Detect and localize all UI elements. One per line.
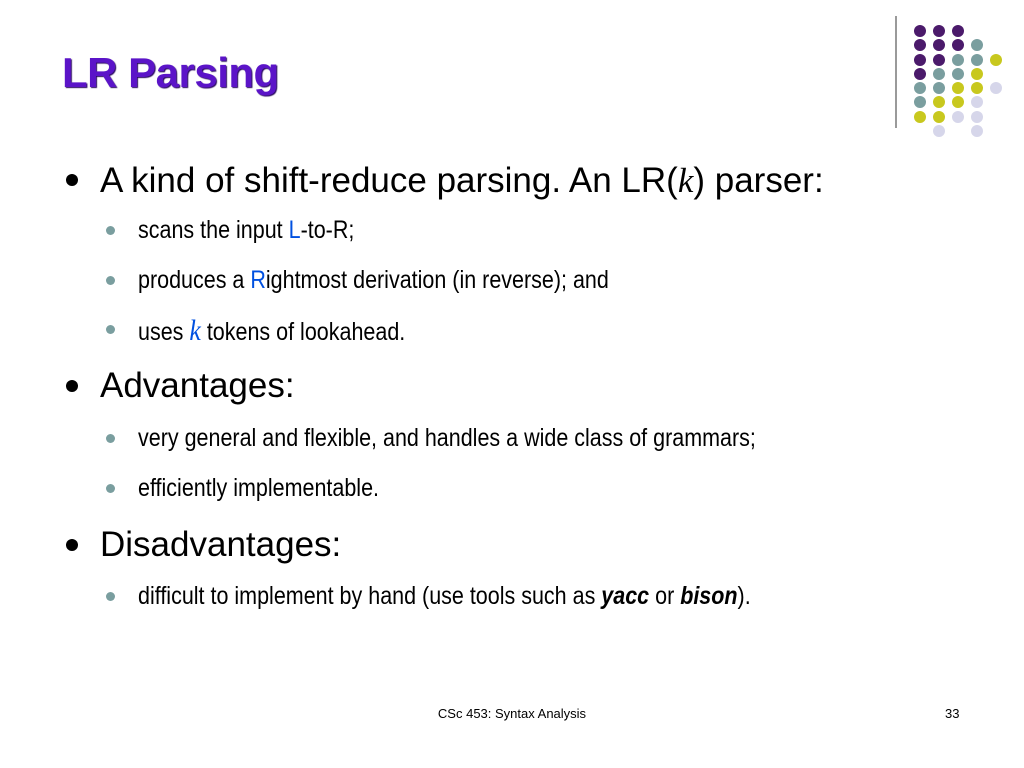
sub-bullet-dot bbox=[106, 434, 115, 443]
bullet-disadvantages: Disadvantages: bbox=[100, 525, 342, 564]
sub-bullet-text: difficult to implement by hand (use tools such as bbox=[138, 582, 602, 610]
sub-bullet-text: scans the input bbox=[138, 216, 289, 244]
k-variable: k bbox=[189, 314, 201, 347]
bullet-dot bbox=[66, 380, 78, 392]
sub-bullet-text: tokens of lookahead. bbox=[200, 318, 406, 346]
sub-bullet-difficult-by-hand bbox=[138, 584, 751, 609]
highlight-letter: R bbox=[250, 266, 266, 294]
tool-name-yacc: yacc bbox=[601, 582, 650, 610]
footer-page-number: 33 bbox=[945, 706, 960, 721]
sub-bullet-dot bbox=[106, 592, 115, 601]
sub-bullet-lookahead bbox=[138, 316, 405, 346]
sub-bullet-scans-input bbox=[138, 218, 354, 243]
sub-bullet-dot bbox=[106, 484, 115, 493]
sub-bullet-rightmost-derivation bbox=[138, 268, 609, 293]
sub-bullet-text: -to-R; bbox=[300, 216, 355, 244]
bullet-dot bbox=[66, 539, 78, 551]
bullet-lr-parsing-intro bbox=[100, 163, 824, 198]
sub-bullet-efficient: efficiently implementable. bbox=[138, 474, 380, 502]
sub-bullet-dot bbox=[106, 325, 115, 334]
sub-bullet-text: uses bbox=[138, 318, 190, 346]
sub-bullet-dot bbox=[106, 276, 115, 285]
bullet-text: ) parser: bbox=[693, 161, 824, 200]
tool-name-bison: bison bbox=[680, 582, 738, 610]
sub-bullet-text: ightmost derivation (in reverse); and bbox=[265, 266, 609, 294]
footer-course-title: CSc 453: Syntax Analysis bbox=[437, 706, 587, 721]
sub-bullet-text: or bbox=[649, 582, 681, 610]
sub-bullet-text: ). bbox=[737, 582, 751, 610]
sub-bullet-general-flexible: very general and flexible, and handles a wide class of grammars; bbox=[138, 424, 756, 452]
sub-bullet-text: produces a bbox=[138, 266, 251, 294]
bullet-advantages: Advantages: bbox=[100, 366, 295, 405]
slide-title: LR Parsing bbox=[62, 49, 279, 96]
bullet-dot bbox=[66, 174, 78, 186]
sub-bullet-dot bbox=[106, 226, 115, 235]
k-variable: k bbox=[677, 161, 694, 200]
bullet-text: A kind of shift-reduce parsing. An LR( bbox=[100, 161, 678, 200]
highlight-letter: L bbox=[288, 216, 301, 244]
